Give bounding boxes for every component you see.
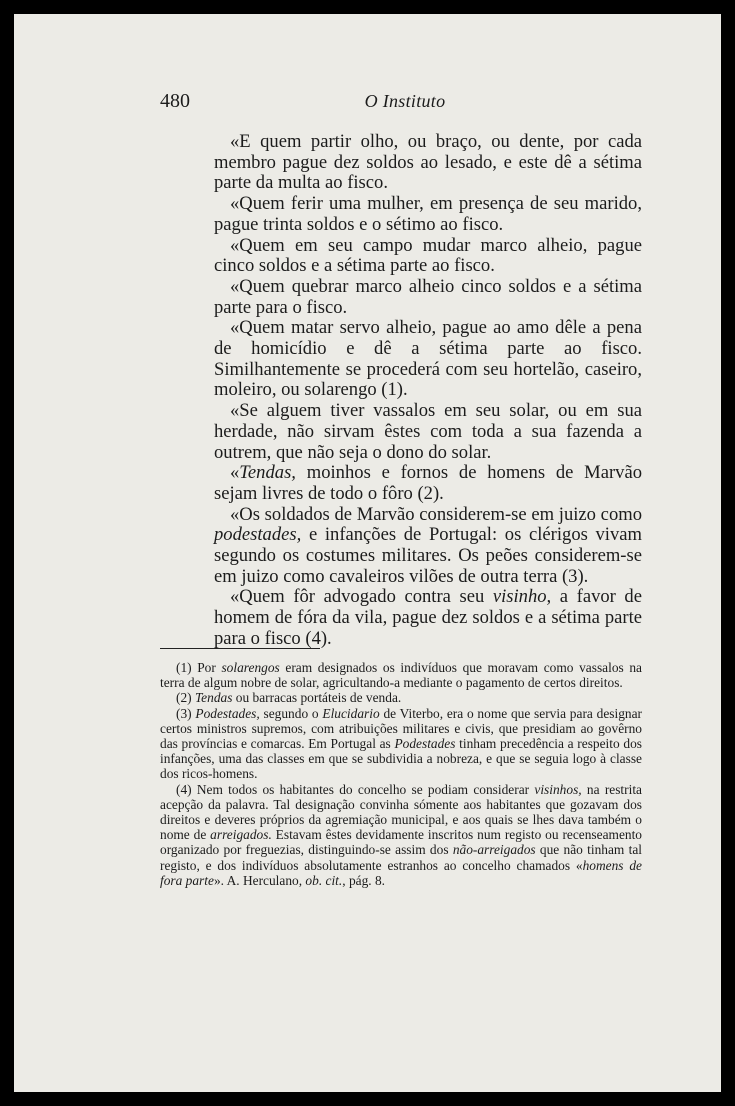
- paragraph: «Quem em seu campo mudar marco alheio, pague cinco soldos e a sétima parte ao fisco.: [214, 234, 642, 277]
- text-run: segundo o: [259, 705, 323, 721]
- paragraph: [214, 505, 642, 588]
- text-run: (4) Nem todos os habitantes do concelho se podiam considerar: [176, 781, 535, 797]
- text-run: (3): [176, 705, 196, 721]
- footnote-3: [160, 706, 642, 782]
- italic-term: Tendas,: [239, 462, 296, 484]
- text-run: ». A. Herculano,: [213, 872, 306, 888]
- text-run: Estavam êstes devidamente inscritos num registo ou recenseamento organizado por freguezias, distinguindo-se assim dos: [160, 827, 642, 858]
- book-page: [14, 14, 721, 1092]
- footnote-divider: [160, 648, 320, 649]
- paragraph: «Quem matar servo alheio, pague ao amo dêle a pena de homicídio e dê a sétima parte ao fisco. Similhantemente se procederá com seu hortelão, caseiro, moleiro, ou solarengo (1).: [214, 317, 642, 401]
- text-run: tinham precedência a respeito dos infanções, uma das classes em que se subdividia a nobreza, e que se seguia logo à classe dos ricos-homens.: [160, 736, 642, 782]
- text-run: «Os soldados de Marvão considerem-se em juizo como: [230, 503, 642, 525]
- italic-term: visinho,: [492, 586, 552, 608]
- italic-term: solarengos: [221, 660, 280, 675]
- footnote-1: [160, 660, 642, 690]
- running-title: O Instituto: [364, 91, 446, 111]
- text-run: «: [230, 462, 240, 484]
- italic-term: Tendas: [194, 690, 233, 706]
- text-run: (1) Por: [176, 660, 222, 675]
- text-run: (2): [176, 690, 195, 706]
- paragraph: «Quem ferir uma mulher, em presença de seu marido, pague trinta soldos e o sétimo ao fisco.: [214, 193, 642, 235]
- text-run: ou barracas portáteis de venda.: [232, 690, 402, 706]
- text-run: que não tinham tal registo, e dos indivíduos absolutamente estranhos ao concelho chamados «: [160, 842, 642, 873]
- text-run: a favor de homem de fóra da vila, pague dez soldos e a sétima parte para o fisco (4).: [214, 586, 642, 649]
- text-run: e infanções de Portugal: os clérigos vivam segundo os costumes militares. Os peões considerem-se em juizo como cavaleiros vilões de outra terra (3).: [214, 524, 642, 587]
- text-run: moinhos e fornos de homens de Marvão sejam livres de todo o fôro (2).: [214, 462, 642, 504]
- italic-term: podestades,: [214, 524, 302, 546]
- text-run: na restrita acepção da palavra. Tal designação convinha sómente aos habitantes que gozavam dos direitos e deveres próprios da agremiação municipal, e aos quais se lhes dava também o nome de: [160, 781, 643, 843]
- text-run: «Quem fôr advogado contra seu: [230, 586, 493, 608]
- italic-term: homens de fora parte: [160, 857, 643, 888]
- italic-term: ob. cit.: [305, 872, 343, 888]
- footnote-2: [160, 690, 642, 705]
- italic-term: Podestades,: [195, 705, 260, 721]
- footnote-4: [160, 782, 642, 888]
- paragraph: «Quem quebrar marco alheio cinco soldos e a sétima parte para o fisco.: [214, 275, 642, 318]
- italic-term: Elucidario: [322, 705, 380, 721]
- italic-term: visinhos,: [534, 781, 582, 797]
- text-run: eram designados os indivíduos que moravam como vassalos na terra de algum nobre de solar, agricultando-a mediante o pagamento de certos direitos.: [160, 660, 642, 691]
- text-run: , pág. 8.: [342, 872, 386, 888]
- paragraph: «E quem partir olho, ou braço, ou dente, por cada membro pague dez soldos ao lesado, e este dê a sétima parte da multa ao fisco.: [214, 131, 642, 194]
- footnotes: [160, 660, 642, 888]
- page-header: [160, 90, 650, 114]
- paragraph: [214, 587, 642, 649]
- main-text: [214, 132, 642, 650]
- italic-term: arreigados.: [210, 827, 272, 843]
- italic-term: não-arreigados: [452, 842, 536, 858]
- paragraph: «Se alguem tiver vassalos em seu solar, ou em sua herdade, não sirvam êstes com toda a sua fazenda a outrem, que não seja o dono do solar.: [214, 400, 642, 463]
- page-number: 480: [160, 90, 190, 112]
- italic-term: Podestades: [394, 736, 456, 752]
- paragraph: [214, 463, 642, 504]
- text-run: de Viterbo, era o nome que servia para designar certos ministros supremos, com atribuições militares e civis, que presidiam ao govêrno das províncias e comarcas. Em Portugal as: [160, 705, 642, 752]
